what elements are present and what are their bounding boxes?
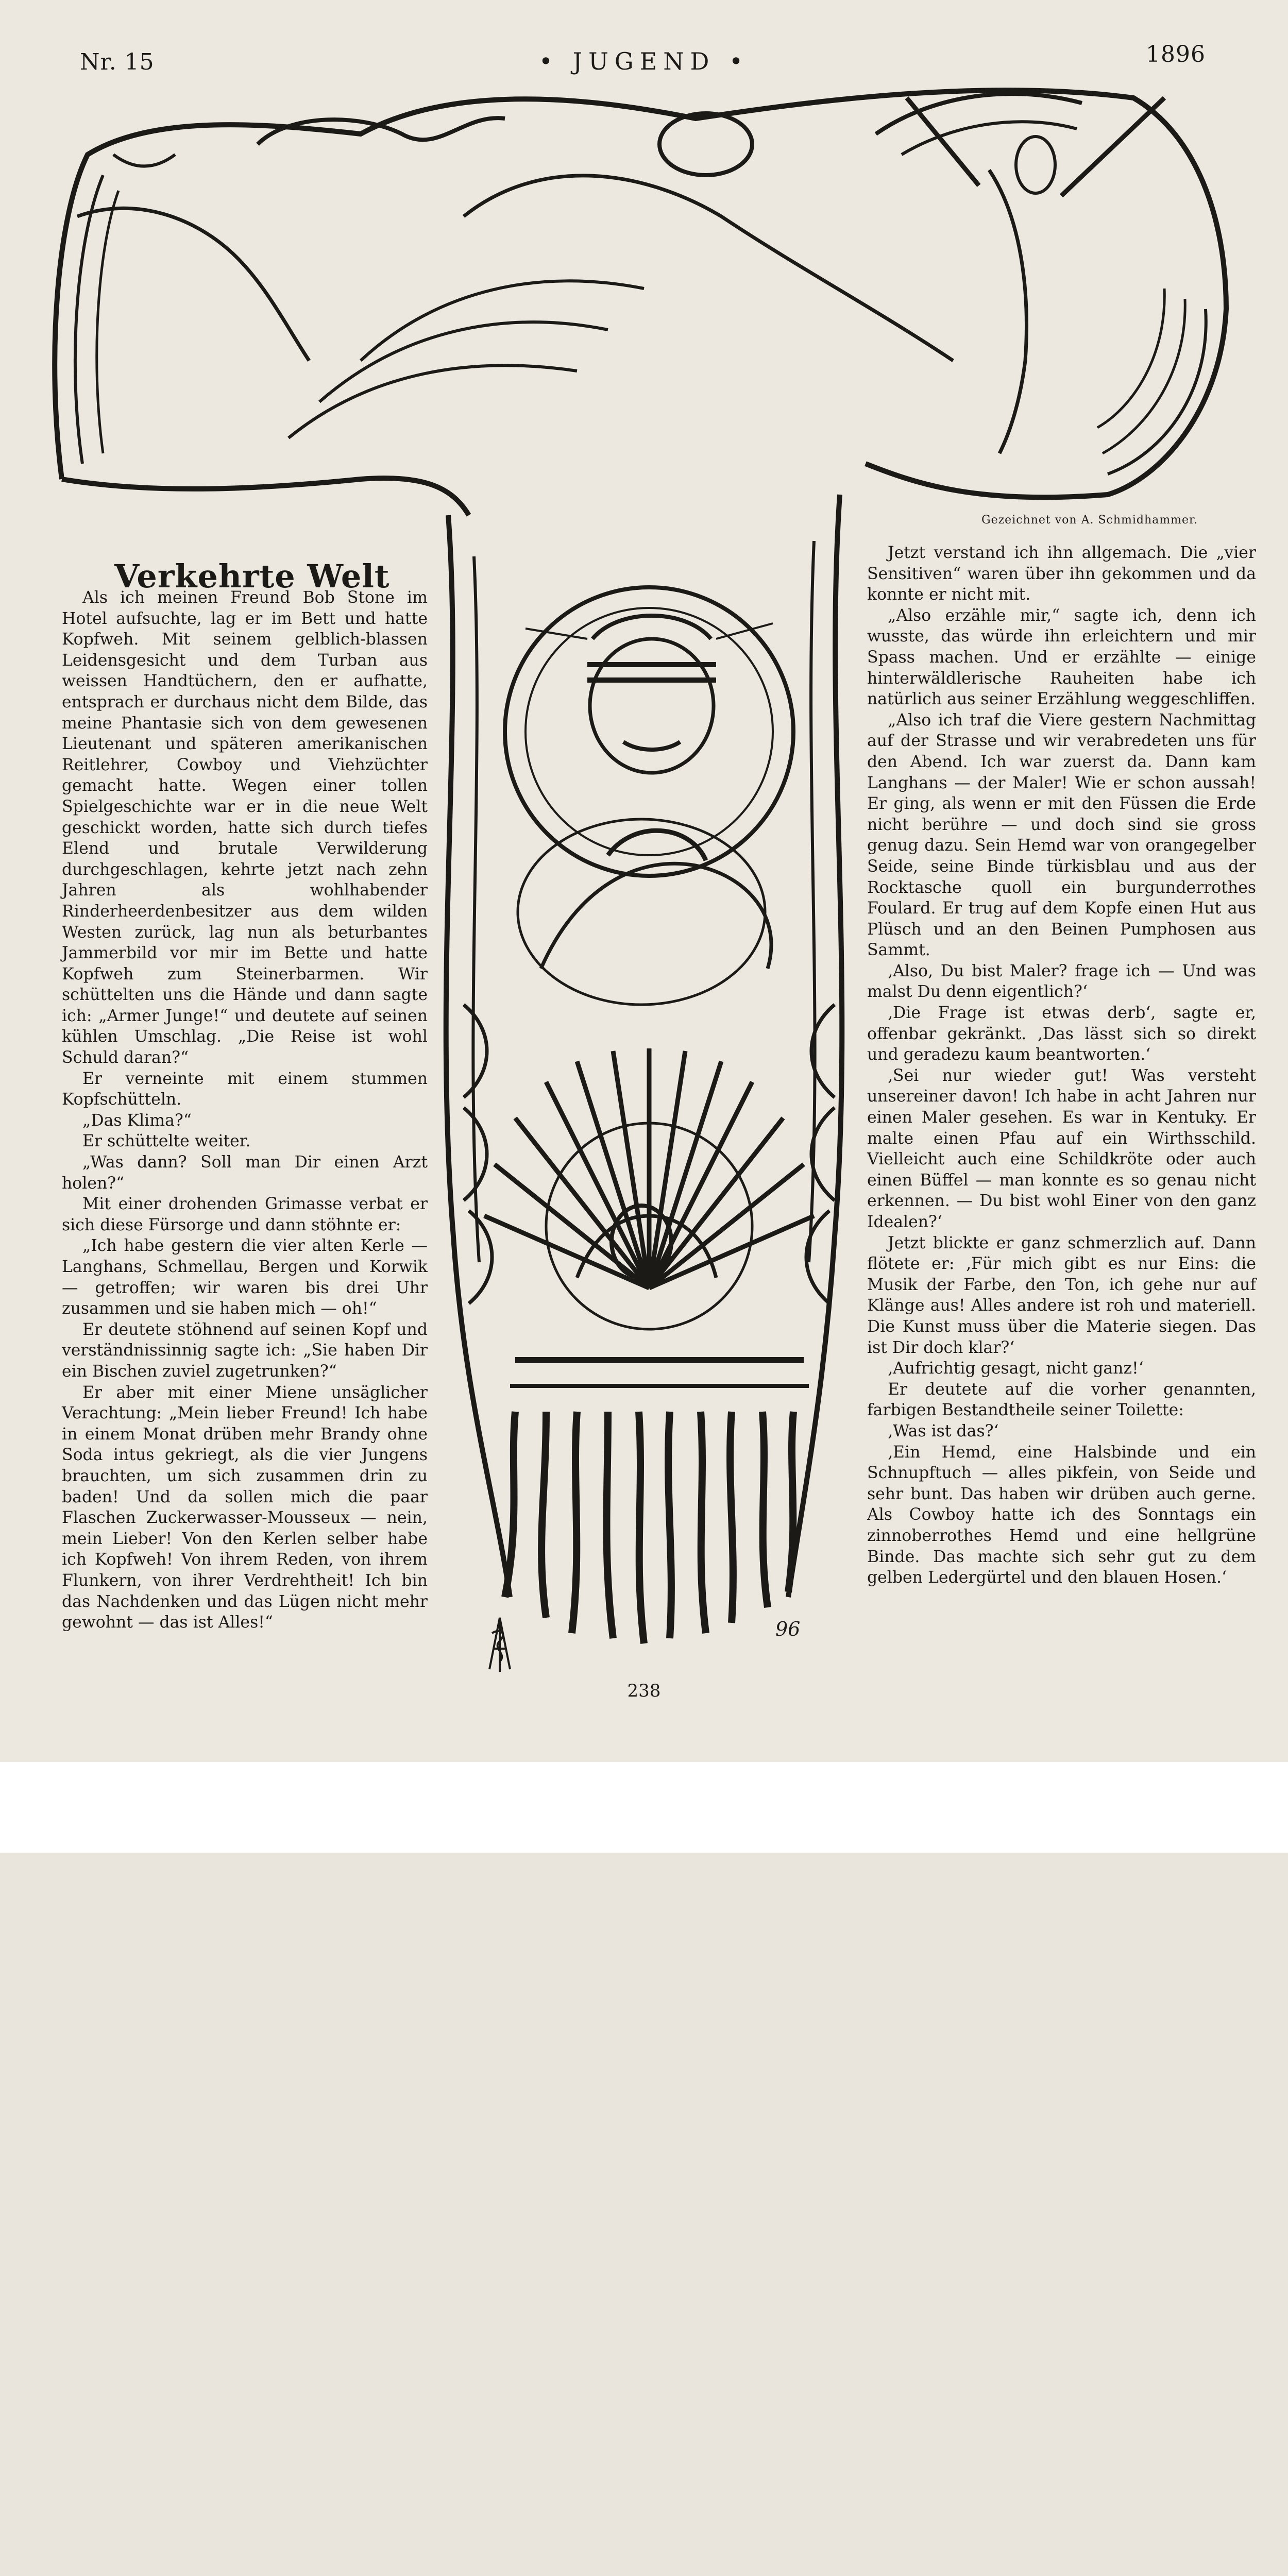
- paragraph: „Ich habe gestern die vier alten Kerle — Langhans, Schmellau, Bergen und Korwik — getroffen; wir waren bis drei Uhr zusammen und sie haben mich — oh!“: [62, 1236, 428, 1318]
- paragraph: ‚Was ist das?‘: [888, 1421, 999, 1440]
- paragraph: ‚Aufrichtig gesagt, nicht ganz!‘: [888, 1359, 1144, 1378]
- paragraph: „Das Klima?“: [82, 1111, 192, 1130]
- paragraph: Er aber mit einer Miene unsäglicher Verachtung: „Mein lieber Freund! Ich habe in einem Monat drüben mehr Brandy ohne Soda intus gekriegt, als die vier Jungens brauchten, um sich zusammen drin zu baden! Und da sollen mich die paar Flaschen Zuckerwasser-Mousseux — nein, mein Lieber! Von den Kerlen selber habe ich Kopfweh! Von ihrem Reden, von ihrem Flunkern, von ihrer Verdrehtheit! Ich bin das Nachdenken und das Lügen nicht mehr gewohnt — das ist Alles!“: [62, 1383, 428, 1632]
- page-number: 238: [627, 1681, 661, 1701]
- paragraph: „Also erzähle mir,“ sagte ich, denn ich wusste, das würde ihn erleichtern und mir Spass machen. Und er erzählte — einige hinterwäldlerische Rauheiten habe ich natürlich aus seiner Erzählung weggeschliffen.: [867, 606, 1256, 709]
- paragraph: ‚Sei nur wieder gut! Was versteht unsereiner davon! Ich habe in acht Jahren nur einen Maler gesehen. Es war in Kentuky. Er malte einen Pfau auf ein Wirthsschild. Vielleicht auch eine Schildkröte oder auch einen Büffel — man konnte es so genau nicht erkennen. — Du bist wohl Einer von den ganz Idealen?‘: [867, 1066, 1256, 1231]
- paragraph: Jetzt blickte er ganz schmerzlich auf. Dann flötete er: ‚Für mich gibt es nur Eins: die Musik der Farbe, den Ton, ich gehe nur auf Klänge aus! Alles andere ist roh und materiell. Die Kunst muss über die Materie siegen. Das ist Dir doch klar?‘: [867, 1233, 1256, 1357]
- paragraph: Er verneinte mit einem stummen Kopfschütteln.: [62, 1069, 428, 1109]
- paragraph: ‚Die Frage ist etwas derb‘, sagte er, offenbar gekränkt. ‚Das lässt sich so direkt und geradezu kaum beantworten.‘: [867, 1004, 1256, 1064]
- paragraph: Er deutete auf die vorher genannten, farbigen Bestandtheile seiner Toilette:: [867, 1380, 1256, 1420]
- paragraph: „Was dann? Soll man Dir einen Arzt holen?“: [62, 1153, 428, 1193]
- illustration-credit: Gezeichnet von A. Schmidhammer.: [981, 514, 1198, 527]
- left-text-column: [62, 587, 428, 1633]
- artist-monogram-icon: [487, 1613, 513, 1674]
- journal-title: • JUGEND •: [538, 47, 750, 75]
- article-title: Verkehrte Welt: [114, 557, 390, 595]
- paragraph: „Also ich traf die Viere gestern Nachmittag auf der Strasse und wir verabredeten uns für den Abend. Ich war zuerst da. Dann kam Langhans — der Maler! Wie er schon aussah! Er ging, als wenn er mit den Füssen die Erde nicht berühre — und doch sind sie gross genug dazu. Sein Hemd war von orangegelber Seide, seine Binde türkisblau und aus der Rocktasche quoll ein burgunderrothes Foulard. Er trug auf dem Kopfe einen Hut aus Plüsch und an den Beinen Pumphosen aus Sammt.: [867, 710, 1256, 960]
- paragraph: Mit einer drohenden Grimasse verbat er sich diese Fürsorge und dann stöhnte er:: [62, 1195, 428, 1234]
- year: 1896: [1146, 41, 1206, 67]
- paragraph: Als ich meinen Freund Bob Stone im Hotel aufsuchte, lag er im Bett und hatte Kopfweh. Mit seinem gelblich-blassen Leidensgesicht und dem Turban aus weissen Handtüchern, den er aufhatte, entsprach er durchaus nicht dem Bilde, das meine Phantasie sich von dem gewesenen Lieutenant und späteren amerikanischen Reitlehrer, Cowboy und Viehzüchter gemacht hatte. Wegen einer tollen Spielgeschichte war er in die neue Welt geschickt worden, hatte sich durch tiefes Elend und brutale Verwilderung durchgeschlagen, kehrte jetzt nach zehn Jahren als wohlhabender Rinderheerdenbesitzer aus dem wilden Westen zurück, lag nun als beturbantes Jammerbild vor mir im Bette und hatte Kopfweh zum Steinerbarmen. Wir schüttelten uns die Hände und dann sagte ich: „Armer Junge!“ und deutete auf seinen kühlen Umschlag. „Die Reise ist wohl Schuld daran?“: [62, 588, 428, 1067]
- paragraph: Er deutete stöhnend auf seinen Kopf und verständnissinnig sagte ich: „Sie haben Dir ein Bischen zuviel zugetrunken?“: [62, 1320, 428, 1381]
- drawing-date-mark: 96: [775, 1618, 801, 1640]
- issue-number: Nr. 15: [80, 49, 155, 75]
- digitization-footer: [0, 1762, 1288, 1853]
- right-text-column: [867, 543, 1256, 1588]
- paragraph: ‚Ein Hemd, eine Halsbinde und ein Schnupftuch — alles pikfein, von Seide und sehr bunt. Das haben wir drüben auch gerne. Als Cowboy hatte ich des Sonntags ein zinnoberrothes Hemd und eine hellgrüne Binde. Das machte sich sehr gut zu dem gelben Ledergürtel und den blauen Hosen.‘: [867, 1443, 1256, 1587]
- paragraph: Er schüttelte weiter.: [82, 1132, 251, 1151]
- paragraph: Jetzt verstand ich ihn allgemach. Die „vier Sensitiven“ waren über ihn gekommen und da konnte er nicht mit.: [867, 544, 1256, 604]
- paragraph: ‚Also, Du bist Maler? frage ich — Und was malst Du denn eigentlich?‘: [867, 961, 1256, 1002]
